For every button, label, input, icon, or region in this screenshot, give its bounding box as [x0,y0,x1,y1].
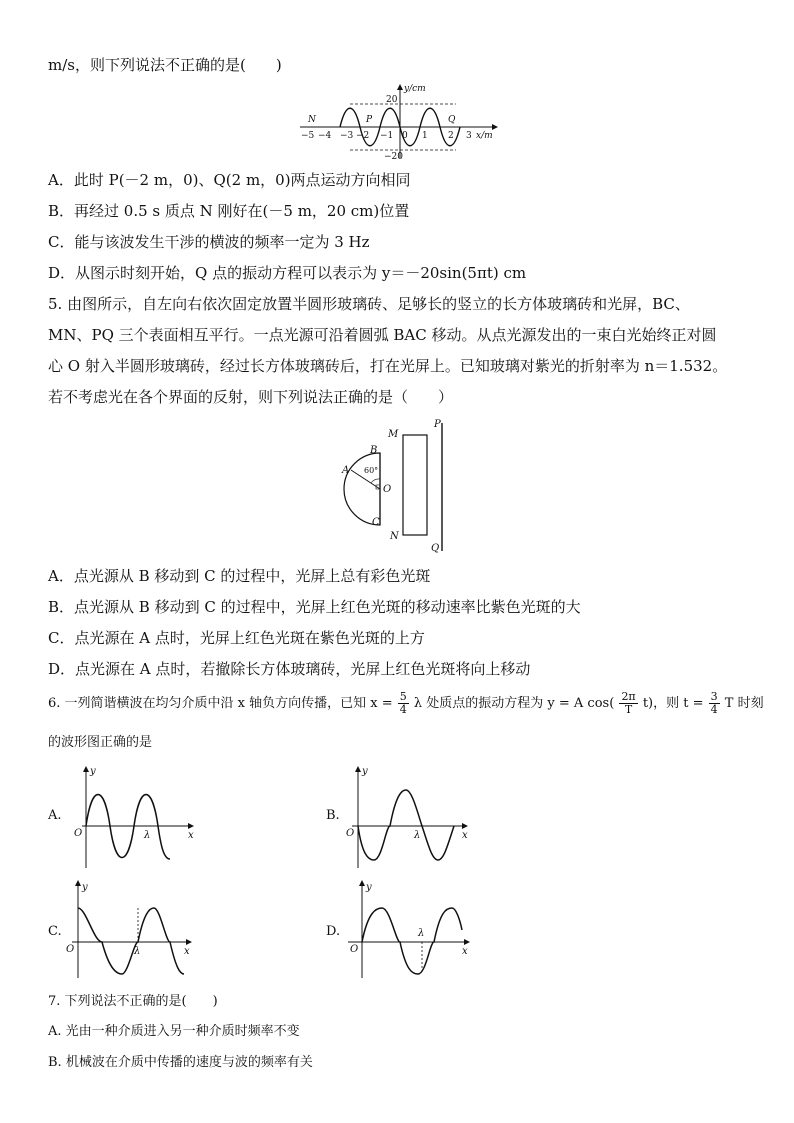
q6b-y-label: y [362,766,368,777]
q6-frac1-num: 5 [399,690,407,703]
q6b-origin: O [346,828,355,839]
q5-option-a: A．点光源从 B 移动到 C 的过程中，光屏上总有彩色光斑 [48,567,431,585]
q6-graph-c [62,880,198,980]
q6a-x-label: x [188,830,194,841]
q6-frac2-num: 2π [621,690,636,703]
q4-wave-figure [296,82,506,162]
q5-label-M: M [388,429,399,440]
q6-option-a-letter: A. [48,808,62,823]
q6-stem-part4: T 时刻 [724,696,764,711]
q6a-origin: O [74,828,83,839]
q5-label-B: B [370,445,378,456]
q6-option-d-letter: D. [326,924,341,939]
q5-option-b: B．点光源从 B 移动到 C 的过程中，光屏上红色光斑的移动速率比紫色光斑的大 [48,598,581,616]
q4-xtick: −4 [318,131,332,141]
q4-option-d: D．从图示时刻开始，Q 点的振动方程可以表示为 y＝－20sin(5πt) cm [48,264,527,282]
q6-stem-line-1 [48,690,764,718]
q5-label-C: C [372,517,380,528]
q4-xtick: 1 [422,131,428,141]
q7-option-b: B. 机械波在介质中传播的速度与波的频率有关 [48,1055,313,1070]
q6c-x-label: x [184,946,190,957]
q5-option-c: C．点光源在 A 点时，光屏上红色光斑在紫色光斑的上方 [48,629,425,647]
q4-xtick: −3 [340,131,354,141]
q5-label-N: N [390,531,399,542]
q5-angle-label: 60° [364,466,379,475]
q4-xtick: −5 [301,131,315,141]
q5-label-P: P [434,419,441,430]
q4-ytick-neg20: −20 [384,152,403,162]
q4-xtick: 2 [448,131,454,141]
q4-point-Q: Q [448,115,456,125]
q4-xtick: −2 [356,131,370,141]
q4-ylabel: y/cm [404,84,426,94]
q6d-origin: O [350,944,359,955]
q5-stem-line-1: 5. 由图所示，自左向右依次固定放置半圆形玻璃砖、足够长的竖立的长方体玻璃砖和光屏，BC、 [48,295,690,313]
q6-frac-2pi-T [619,691,637,716]
q6-graph-b [344,764,474,870]
q6-frac2-den: T [624,703,633,716]
q4-xtick: −1 [380,131,394,141]
q6c-lambda: λ [134,946,141,957]
q5-stem-line-2: MN、PQ 三个表面相互平行。一点光源可沿着圆弧 BAC 移动。从点光源发出的一束白光始终正对圆 [48,326,717,344]
q4-xtick: 0 [402,131,408,141]
q4-xlabel: x/m [476,131,493,141]
q6-frac1-den: 4 [399,703,407,716]
q6c-origin: O [66,944,75,955]
q4-point-N: N [308,115,316,125]
q6c-y-label: y [82,882,88,893]
q7-option-a: A. 光由一种介质进入另一种介质时频率不变 [48,1024,300,1039]
q6-frac3-num: 3 [710,690,718,703]
q4-option-a: A．此时 P(－2 m，0)、Q(2 m，0)两点运动方向相同 [48,171,411,189]
q6-frac3-den: 4 [710,703,718,716]
q6d-y-label: y [366,882,372,893]
q4-option-b: B．再经过 0.5 s 质点 N 刚好在(－5 m，20 cm)位置 [48,202,410,220]
q7-stem: 7. 下列说法不正确的是( ) [48,994,218,1009]
q6-graph-a [70,764,200,870]
q6b-lambda: λ [414,830,421,841]
q6a-y-label: y [90,766,96,777]
q4-option-c: C．能与该波发生干涉的横波的频率一定为 3 Hz [48,233,370,251]
q4-xtick: 3 [466,131,472,141]
q6-graph-d [340,880,476,980]
q6b-x-label: x [462,830,468,841]
q5-stem-line-3: 心 O 射入半圆形玻璃砖，经过长方体玻璃砖后，打在光屏上。已知玻璃对紫光的折射率为 n＝1.532。 [48,357,728,375]
q5-label-Q: Q [431,543,440,554]
q6-stem-part2: λ 处质点的振动方程为 y = A cos( [413,696,615,711]
q5-optics-figure [334,415,454,557]
q6-option-c-letter: C. [48,924,62,939]
q5-label-A: A [342,465,350,476]
q6-stem-part3: t)，则 t = [642,696,704,711]
q4-ytick-20: 20 [386,95,398,105]
q6-option-b-letter: B. [326,808,340,823]
q4-stem-tail: m/s，则下列说法不正确的是( ) [48,56,282,74]
q5-option-d: D．点光源在 A 点时，若撤除长方体玻璃砖，光屏上红色光斑将向上移动 [48,660,531,678]
q5-stem-line-4: 若不考虑光在各个界面的反射，则下列说法正确的是（ ） [48,388,454,406]
q6-frac-5-4 [398,691,409,716]
q6-frac-3-4 [709,691,720,716]
q6-stem-part1: 6. 一列简谐横波在均匀介质中沿 x 轴负方向传播，已知 x = [48,696,393,711]
q6d-x-label: x [462,946,468,957]
q6d-lambda: λ [418,928,425,939]
q6a-lambda: λ [144,830,151,841]
q4-point-P: P [366,115,373,125]
q5-label-O: O [383,484,392,495]
q6-stem-line-2: 的波形图正确的是 [48,735,153,750]
